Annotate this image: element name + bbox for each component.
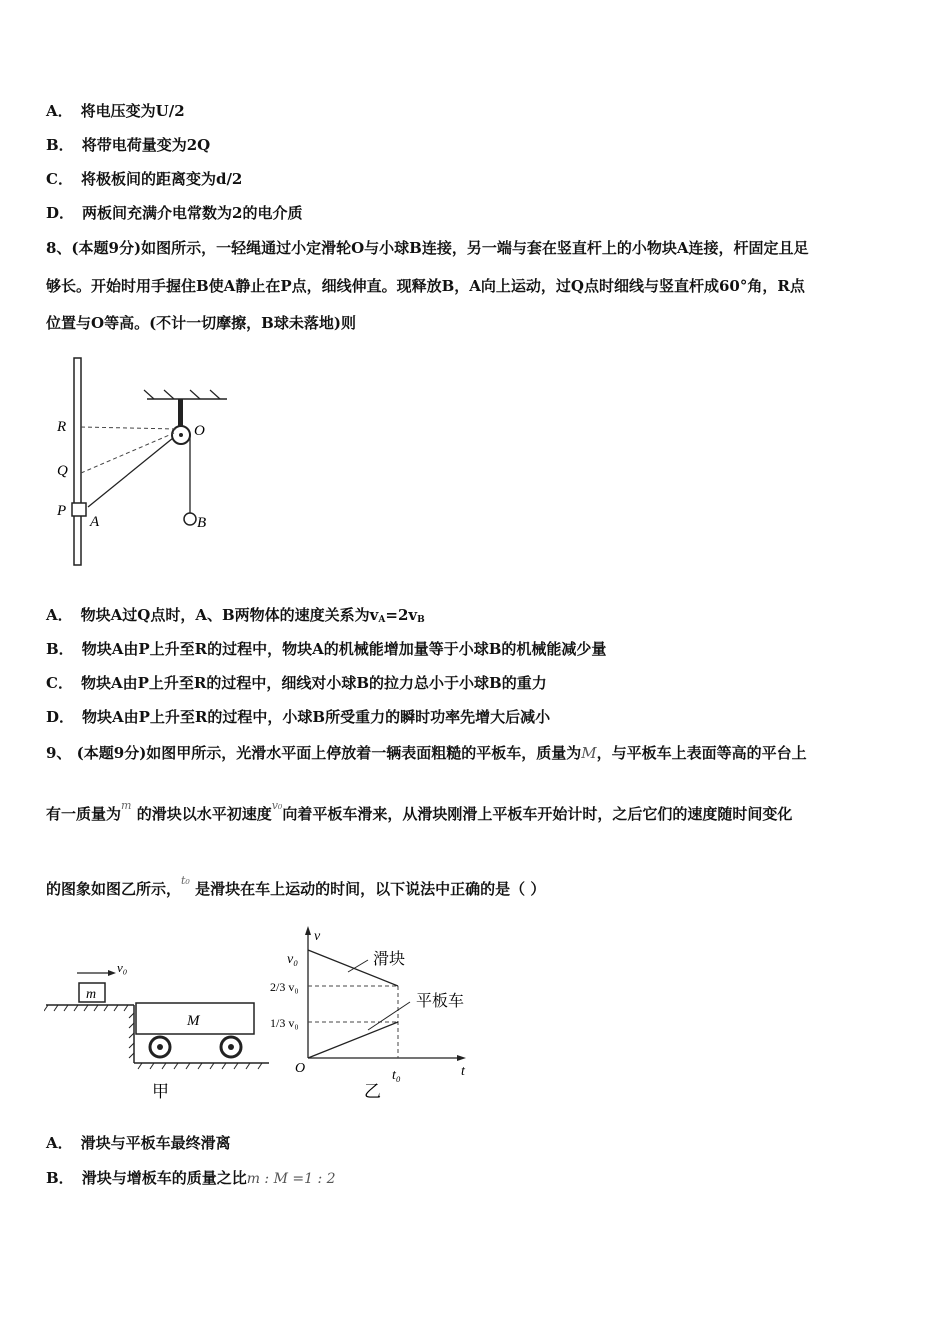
dashed-q-line bbox=[81, 433, 174, 473]
label-v-axis: v bbox=[314, 929, 321, 944]
label-b: B bbox=[197, 515, 207, 531]
label-m: m bbox=[86, 987, 97, 1002]
q7-option-b: B． 将带电荷量变为2Q bbox=[46, 136, 211, 154]
q8-option-c: C． 物块A由P上升至R的过程中，细线对小球B的拉力总小于小球B的重力 bbox=[46, 674, 547, 692]
q9-option-b: B． 滑块与增板车的质量之比m : M =1 : 2 bbox=[46, 1169, 336, 1187]
label-t-axis: t bbox=[461, 1064, 465, 1079]
q9-option-a: A． 滑块与平板车最终滑离 bbox=[46, 1134, 231, 1152]
q7-option-c: C． 将极板间的距离变为d/2 bbox=[46, 170, 243, 188]
q7-option-d: D． 两板间充满介电常数为2的电介质 bbox=[46, 204, 303, 222]
label-v0: v₀ bbox=[117, 960, 128, 975]
q8-option-a: A． 物块A过Q点时，A、B两物体的速度关系为$v_A=2v_B$ bbox=[46, 606, 425, 625]
block-a bbox=[72, 503, 86, 516]
tick-one-third: 1/3 v₀ bbox=[270, 1016, 299, 1030]
label-q: Q bbox=[57, 463, 68, 479]
tick-t0: t₀ bbox=[392, 1068, 401, 1083]
caption-yi: 乙 bbox=[364, 1082, 381, 1101]
q8-stem-line2: 够长。开始时用手握住B使A静止在P点，细线伸直。现释放B，A向上运动，过Q点时细线与竖直杆成60°角，R点 bbox=[46, 277, 805, 295]
series-line-cart bbox=[308, 1022, 398, 1058]
q8-pulley-figure bbox=[52, 355, 237, 570]
q9-figure-jia bbox=[44, 955, 279, 1105]
q8-option-b: B． 物块A由P上升至R的过程中，物块A的机械能增加量等于小球B的机械能减少量 bbox=[46, 640, 607, 658]
q9-stem-line2: 有一质量为$^m$ 的滑块以水平初速度$^{v_0}$向着平板车滑来，从滑块刚滑上平板车开始计时，之后它们的速度随时间变化 bbox=[46, 799, 793, 823]
q8-stem-line1: 8、(本题9分)如图所示，一轻绳通过小定滑轮O与小球B连接，另一端与套在竖直杆上的小物块A连接，杆固定且足 bbox=[46, 239, 809, 257]
caption-jia: 甲 bbox=[152, 1082, 169, 1101]
tick-v0: v₀ bbox=[287, 952, 299, 967]
q8-option-d: D． 物块A由P上升至R的过程中，小球B所受重力的瞬时功率先增大后减小 bbox=[46, 708, 551, 726]
q9-stem-line3: 的图象如图乙所示，$^{t_0}$ 是滑块在车上运动的时间，以下说法中正确的是（ ） bbox=[46, 874, 546, 898]
label-p: P bbox=[57, 503, 67, 519]
label-o: O bbox=[194, 423, 205, 439]
label-cart-m: M bbox=[187, 1013, 200, 1029]
q9-figure-yi bbox=[268, 920, 478, 1105]
label-r: R bbox=[57, 419, 67, 435]
q9-stem-line1: 9、 (本题9分)如图甲所示，光滑水平面上停放着一辆表面粗糙的平板车，质量为M，与平板车上表面等高的平台上 bbox=[46, 744, 807, 762]
tick-two-thirds: 2/3 v₀ bbox=[270, 980, 299, 994]
label-a: A bbox=[90, 514, 100, 530]
q7-option-a: A． 将电压变为U/2 bbox=[46, 102, 185, 120]
label-origin: O bbox=[295, 1061, 306, 1076]
label-block-series: 滑块 bbox=[373, 951, 406, 968]
ball-b bbox=[184, 513, 196, 525]
q8-stem-line3: 位置与O等高。(不计一切摩擦，B球未落地)则 bbox=[46, 314, 356, 332]
pulley-support bbox=[178, 399, 183, 429]
label-cart-series: 平板车 bbox=[416, 993, 465, 1010]
dashed-r-line bbox=[81, 427, 177, 429]
vertical-rod bbox=[74, 358, 81, 565]
string-to-a bbox=[88, 438, 173, 507]
